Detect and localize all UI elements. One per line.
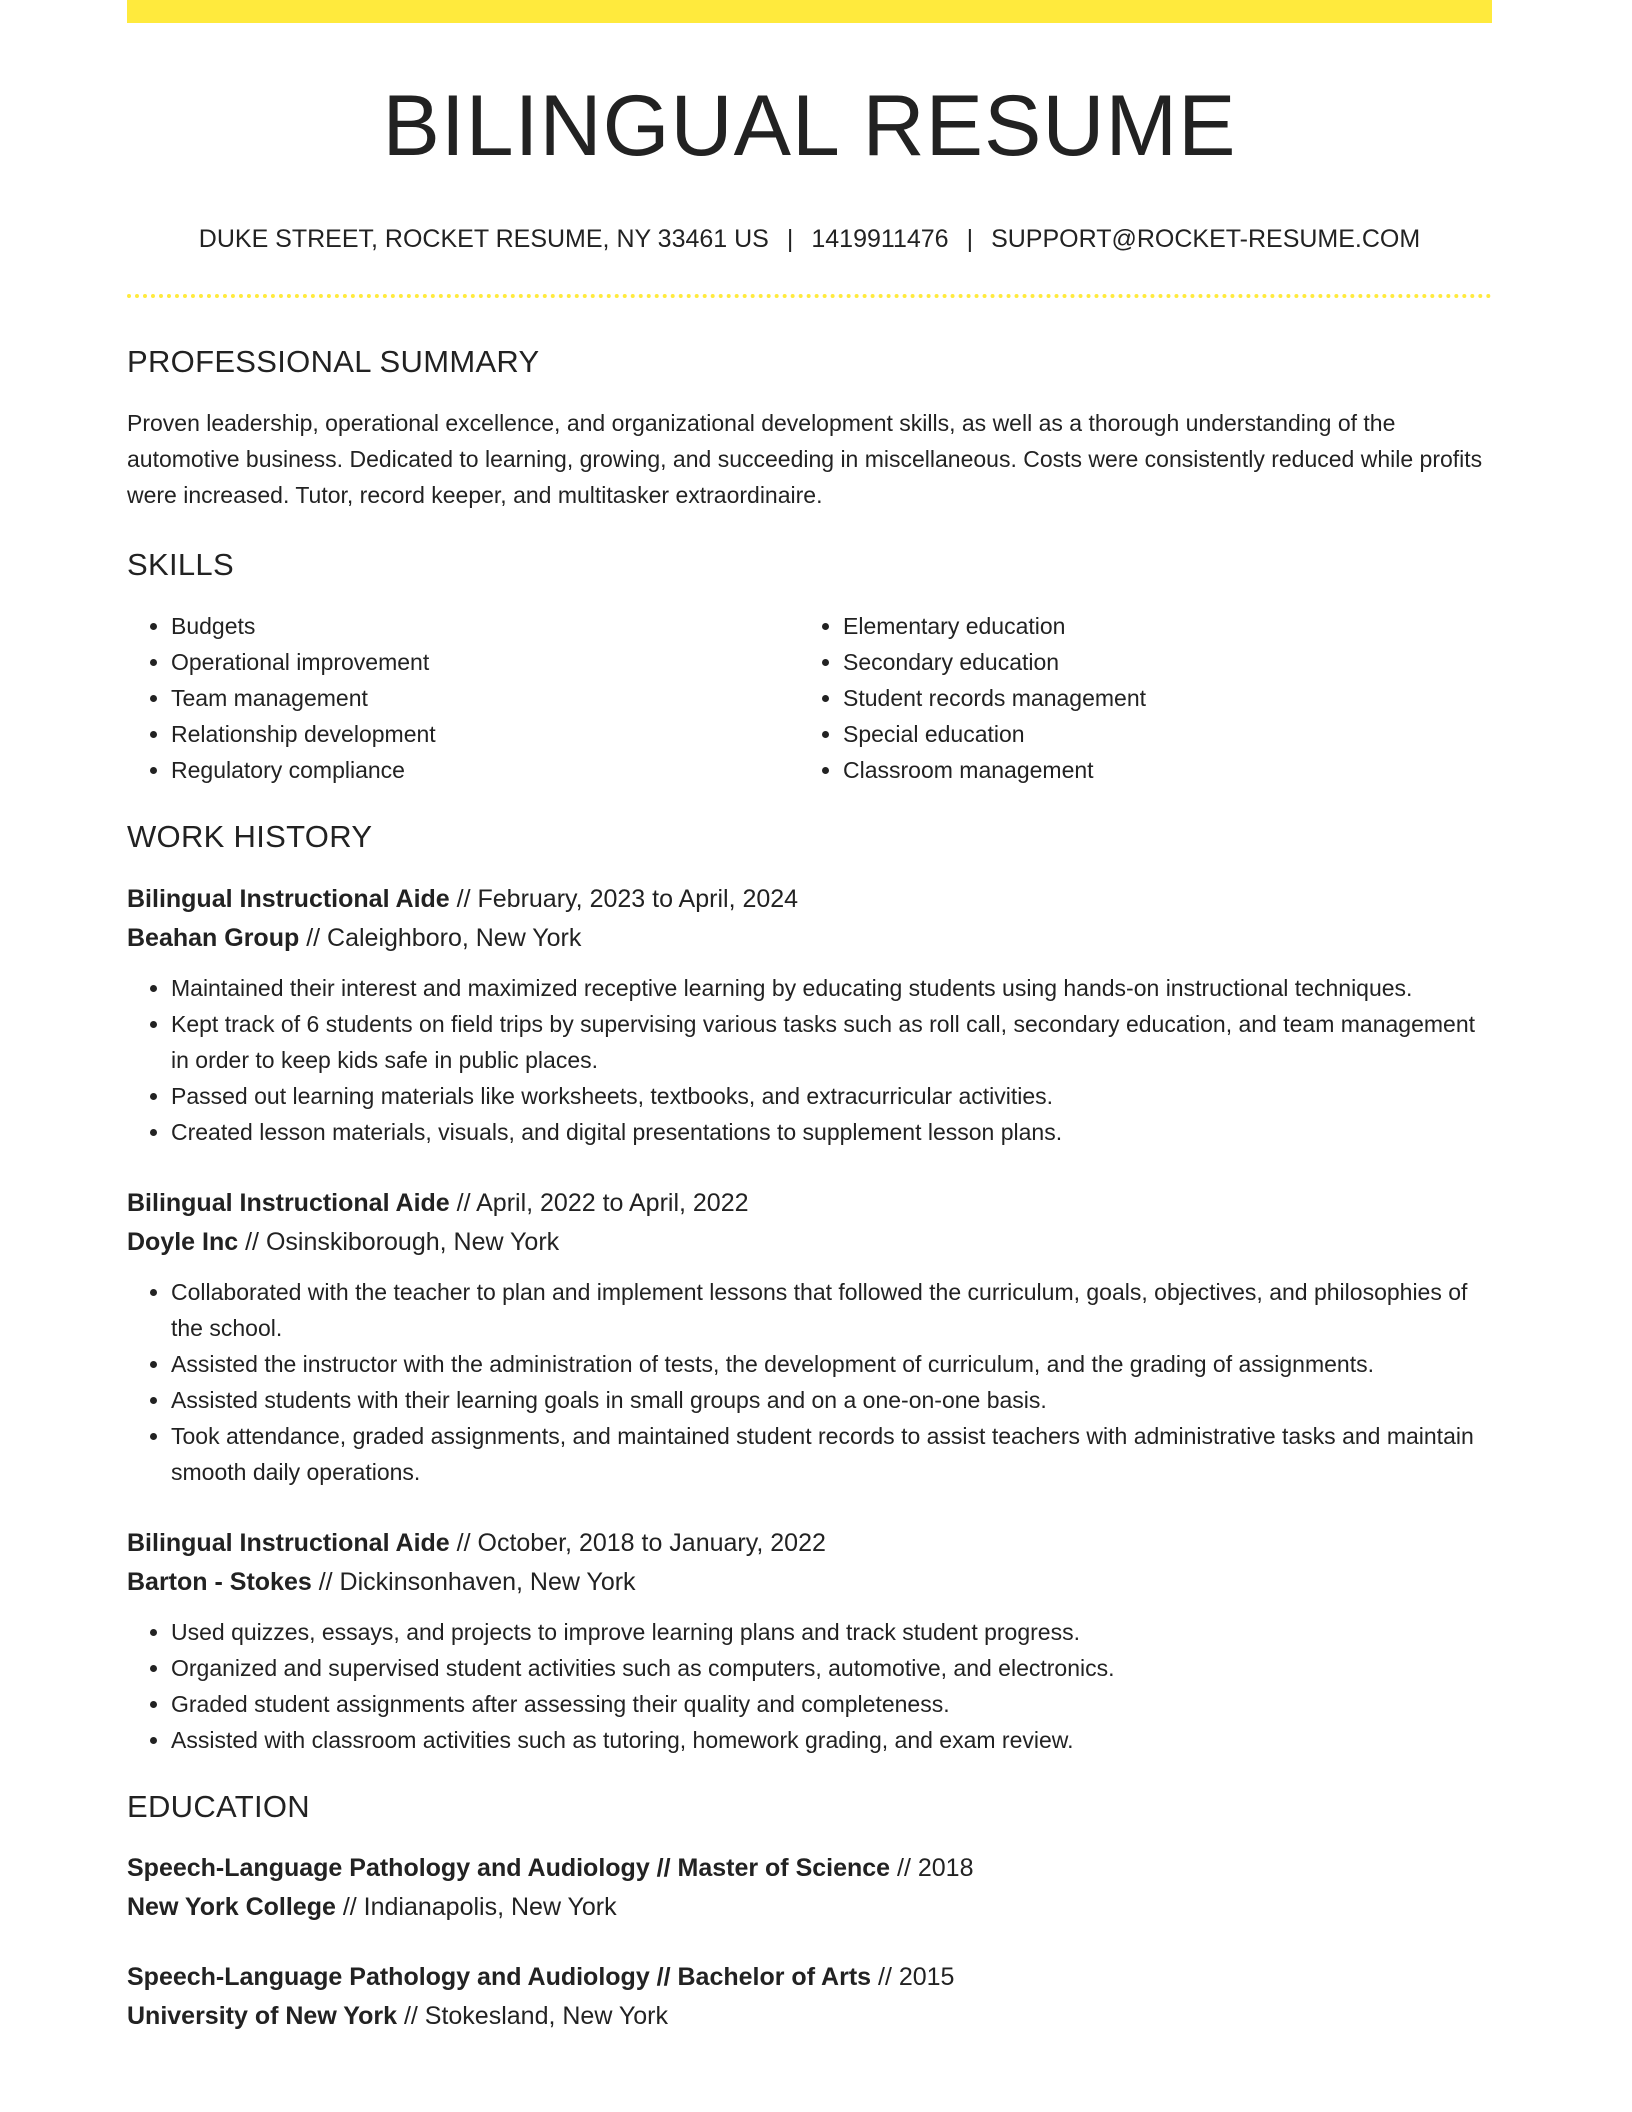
- skill-item: • Student records management: [843, 680, 1471, 716]
- contact-separator: |: [786, 225, 794, 253]
- job-bullet: • Assisted students with their learning goals in small groups and on a one-on-one basis.: [171, 1382, 1492, 1418]
- work-history-heading: WORK HISTORY: [127, 819, 373, 855]
- job-location: // Dickinsonhaven, New York: [311, 1567, 636, 1596]
- job-bullet: • Organized and supervised student activities such as computers, automotive, and electronics.: [171, 1650, 1492, 1686]
- resume-content: [127, 23, 1492, 2036]
- accent-bar: [127, 0, 1492, 23]
- dotted-divider: [127, 294, 1492, 298]
- skill-item: • Special education: [843, 716, 1471, 752]
- job-company: Beahan Group: [127, 923, 300, 952]
- skill-item: • Budgets: [171, 608, 799, 644]
- school-line: [127, 1888, 1492, 1927]
- skill-item: • Classroom management: [843, 752, 1471, 788]
- contact-line: [127, 224, 1492, 254]
- contact-email: SUPPORT@ROCKET-RESUME.COM: [991, 225, 1421, 253]
- skill-item: • Secondary education: [843, 644, 1471, 680]
- job-dates: // October, 2018 to January, 2022: [449, 1528, 826, 1557]
- contact-phone: 1419911476: [811, 225, 949, 253]
- job-location: // Osinskiborough, New York: [238, 1227, 560, 1256]
- skill-item: • Elementary education: [843, 608, 1471, 644]
- job-bullets: [127, 1274, 1492, 1490]
- job-title-line: [127, 1184, 1492, 1223]
- degree-line: [127, 1958, 1492, 1997]
- skills-column-left: [127, 608, 799, 788]
- job-bullets: [127, 1614, 1492, 1758]
- degree: Speech-Language Pathology and Audiology // Bachelor of Arts: [127, 1962, 872, 1991]
- job-title: Bilingual Instructional Aide: [127, 884, 450, 913]
- summary-text: Proven leadership, operational excellence, and organizational development skills, as well as a thorough understanding of the automotive business. Dedicated to learning, growing, and succeeding in miscellaneous. Costs were consistently reduced while profits were increased. Tutor, record keeper, and multitasker extraordinaire.: [127, 410, 1483, 509]
- skill-item: • Relationship development: [171, 716, 799, 752]
- job-title: Bilingual Instructional Aide: [127, 1528, 450, 1557]
- job-company-line: [127, 919, 1492, 958]
- job-entry: [127, 1524, 1492, 1758]
- job-bullet: • Assisted the instructor with the administration of tests, the development of curriculum, and the grading of assignments.: [171, 1346, 1492, 1382]
- resume-title: BILINGUAL RESUME: [382, 78, 1237, 174]
- education-entry: [127, 1958, 1492, 2036]
- school-line: [127, 1997, 1492, 2036]
- skills-column-right: [799, 608, 1471, 788]
- job-company-line: [127, 1223, 1492, 1262]
- contact-separator: |: [966, 225, 974, 253]
- skill-item: • Operational improvement: [171, 644, 799, 680]
- skill-item: • Team management: [171, 680, 799, 716]
- job-company: Barton - Stokes: [127, 1567, 312, 1596]
- contact-address: DUKE STREET, ROCKET RESUME, NY 33461 US: [198, 225, 769, 253]
- school: New York College: [127, 1892, 336, 1921]
- degree: Speech-Language Pathology and Audiology // Master of Science: [127, 1853, 891, 1882]
- job-location: // Caleighboro, New York: [299, 923, 582, 952]
- degree-year: // 2015: [871, 1962, 955, 1991]
- school-location: // Indianapolis, New York: [335, 1892, 617, 1921]
- job-entry: [127, 880, 1492, 1150]
- job-entry: [127, 1184, 1492, 1490]
- job-bullet: • Kept track of 6 students on field trips by supervising various tasks such as roll call, secondary education, and team management in order to keep kids safe in public places.: [171, 1006, 1492, 1078]
- school: University of New York: [127, 2001, 397, 2030]
- degree-year: // 2018: [890, 1853, 974, 1882]
- job-bullet: • Used quizzes, essays, and projects to improve learning plans and track student progress.: [171, 1614, 1492, 1650]
- job-title-line: [127, 1524, 1492, 1563]
- job-bullet: • Created lesson materials, visuals, and digital presentations to supplement lesson plans.: [171, 1114, 1492, 1150]
- job-title-line: [127, 880, 1492, 919]
- job-bullet: • Took attendance, graded assignments, and maintained student records to assist teachers with administrative tasks and maintain smooth daily operations.: [171, 1418, 1492, 1490]
- education-heading: EDUCATION: [127, 1788, 310, 1824]
- job-bullet: • Passed out learning materials like worksheets, textbooks, and extracurricular activities.: [171, 1078, 1492, 1114]
- job-bullet: • Maintained their interest and maximized receptive learning by educating students using hands-on instructional techniques.: [171, 970, 1492, 1006]
- summary-heading: PROFESSIONAL SUMMARY: [127, 344, 540, 379]
- job-title: Bilingual Instructional Aide: [127, 1188, 450, 1217]
- skills-heading: SKILLS: [127, 547, 234, 583]
- education-entry: [127, 1849, 1492, 1927]
- skill-item: • Regulatory compliance: [171, 752, 799, 788]
- job-company: Doyle Inc: [127, 1227, 239, 1256]
- job-company-line: [127, 1563, 1492, 1602]
- job-bullet: • Graded student assignments after assessing their quality and completeness.: [171, 1686, 1492, 1722]
- degree-line: [127, 1849, 1492, 1888]
- job-bullet: • Assisted with classroom activities such as tutoring, homework grading, and exam review.: [171, 1722, 1492, 1758]
- job-bullets: [127, 970, 1492, 1150]
- job-bullet: • Collaborated with the teacher to plan and implement lessons that followed the curriculum, goals, objectives, and philosophies of the school.: [171, 1274, 1492, 1346]
- job-dates: // April, 2022 to April, 2022: [449, 1188, 749, 1217]
- skills-list: [127, 608, 1492, 788]
- job-dates: // February, 2023 to April, 2024: [449, 884, 799, 913]
- school-location: // Stokesland, New York: [397, 2001, 668, 2030]
